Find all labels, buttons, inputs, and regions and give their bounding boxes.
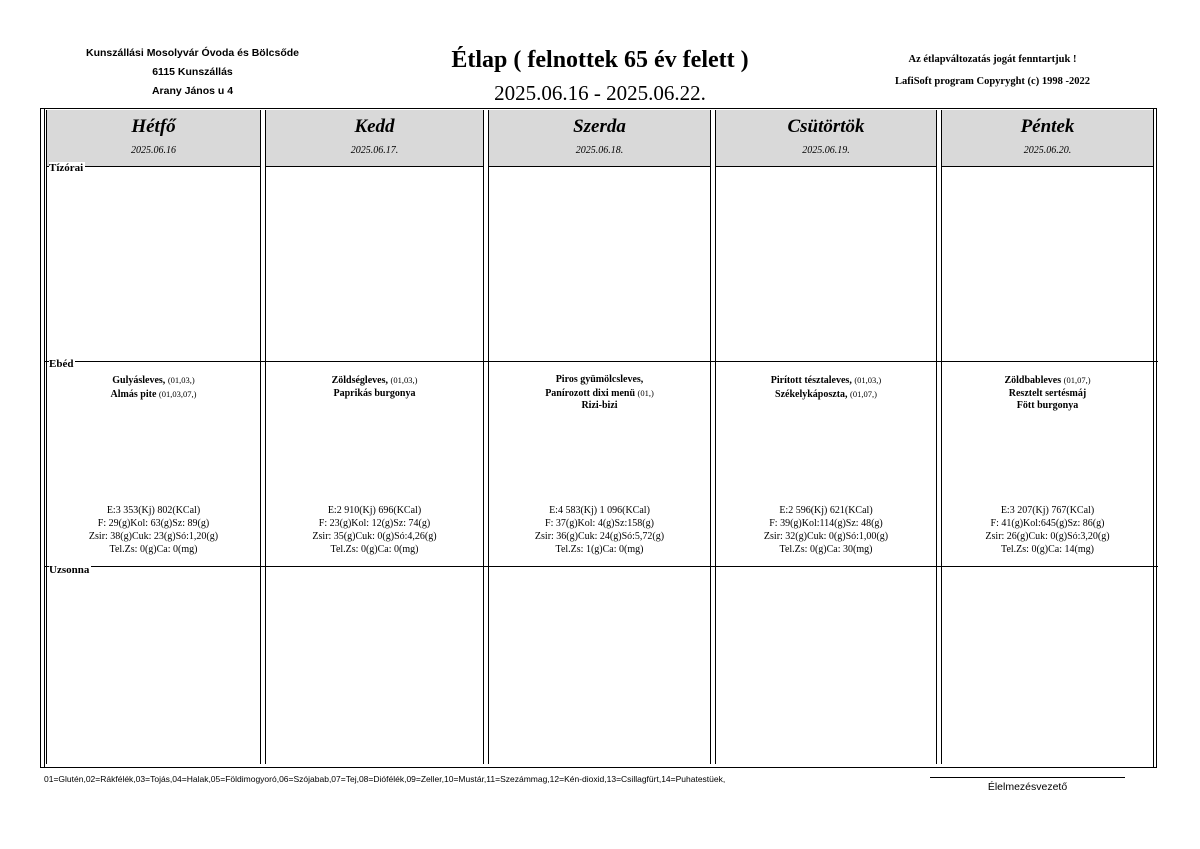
dish-name: Zöldségleves, bbox=[331, 375, 388, 386]
dish-allergens: (01,) bbox=[637, 387, 654, 398]
grid-top-line bbox=[40, 108, 1157, 109]
lunch-menu bbox=[47, 374, 260, 401]
dish-allergens: (01,07,) bbox=[1063, 375, 1091, 385]
nutrition-line: Zsir: 26(g)Cuk: 0(g)Só:3,20(g) bbox=[985, 531, 1110, 542]
dish-name: Paprikás burgonya bbox=[333, 387, 416, 399]
allergen-legend: 01=Glutén,02=Rákfélék,03=Tojás,04=Halak,05=Földimogyoró,06=Szójabab,07=Tej,08=Diófélék,09=Zeller,10=Mustár,11=Szezámmag,12=Kén-dioxid,13=Csillagfürt,14=Puhatestüek, bbox=[44, 774, 726, 784]
grid-bottom-line bbox=[40, 767, 1157, 768]
day-date: 2025.06.17. bbox=[350, 145, 399, 156]
day-header bbox=[716, 110, 936, 167]
nutrition-line: E:4 583(Kj) 1 096(KCal) bbox=[549, 505, 650, 516]
page-title: Étlap ( felnottek 65 év felett ) bbox=[451, 47, 749, 73]
nutrition-info bbox=[489, 504, 710, 556]
day-column bbox=[715, 110, 937, 764]
day-date: 2025.06.20. bbox=[1023, 145, 1072, 156]
lunch-dish bbox=[942, 388, 1153, 401]
nutrition-line: Zsir: 32(g)Cuk: 0(g)Só:1,00(g) bbox=[763, 531, 889, 542]
menu-grid bbox=[40, 108, 1158, 768]
day-column bbox=[941, 110, 1154, 764]
nutrition-line: F: 37(g)Kol: 4(g)Sz:158(g) bbox=[545, 518, 654, 529]
lunch-dish bbox=[489, 374, 710, 387]
dish-allergens: (01,03,) bbox=[390, 375, 418, 385]
lunch-dish bbox=[716, 388, 936, 402]
meal-label-lunch: Ebéd bbox=[49, 358, 74, 370]
day-header bbox=[489, 110, 710, 167]
lunch-dish bbox=[47, 388, 260, 402]
lunch-dish bbox=[489, 400, 710, 413]
grid-border bbox=[40, 108, 41, 768]
day-column bbox=[488, 110, 711, 764]
day-name: Csütörtök bbox=[787, 116, 865, 137]
lunch-dish bbox=[716, 374, 936, 388]
change-notice: Az étlapváltozatás jogát fenntartjuk ! bbox=[908, 54, 1077, 65]
nutrition-info bbox=[942, 504, 1153, 556]
lunch-menu bbox=[716, 374, 936, 401]
institution-block bbox=[60, 44, 325, 101]
dish-name: Zöldbableves bbox=[1004, 375, 1062, 386]
lunch-dish bbox=[489, 387, 710, 401]
day-header bbox=[942, 110, 1153, 167]
dish-name: Piros gyümölcsleves, bbox=[555, 374, 644, 385]
day-header bbox=[266, 110, 483, 167]
signature-label: Élelmezésvezető bbox=[987, 781, 1068, 793]
dish-name: Fött burgonya bbox=[1016, 400, 1079, 411]
day-name: Hétfő bbox=[131, 116, 176, 137]
day-column bbox=[265, 110, 484, 764]
dish-name: Rizi-bizi bbox=[581, 400, 618, 411]
nutrition-line: E:2 910(Kj) 696(KCal) bbox=[327, 505, 422, 516]
day-name: Szerda bbox=[573, 116, 626, 137]
day-date: 2025.06.18. bbox=[575, 145, 624, 156]
title-block bbox=[400, 44, 800, 108]
nutrition-line: F: 41(g)Kol:645(g)Sz: 86(g) bbox=[990, 518, 1105, 529]
lunch-menu bbox=[489, 374, 710, 413]
nutrition-info bbox=[47, 504, 260, 556]
lunch-menu bbox=[942, 374, 1153, 413]
dish-name: Panírozott dixi menü bbox=[545, 387, 636, 399]
dish-name: Almás pite bbox=[110, 388, 157, 400]
institution-name: Kunszállási Mosolyvár Óvoda és Bölcsőde bbox=[86, 47, 299, 59]
day-name: Péntek bbox=[1020, 116, 1075, 137]
lunch-dish bbox=[47, 374, 260, 388]
dish-allergens: (01,03,) bbox=[167, 375, 195, 385]
date-range: 2025.06.16 - 2025.06.22. bbox=[494, 81, 706, 105]
grid-border bbox=[1156, 108, 1157, 768]
nutrition-line: F: 39(g)Kol:114(g)Sz: 48(g) bbox=[769, 518, 883, 529]
lunch-dish bbox=[942, 374, 1153, 388]
institution-street: Arany János u 4 bbox=[151, 85, 234, 97]
institution-address: 6115 Kunszállás bbox=[152, 66, 233, 78]
day-date: 2025.06.19. bbox=[802, 145, 850, 156]
dish-allergens: (01,03,07,) bbox=[158, 388, 197, 399]
nutrition-info bbox=[266, 504, 483, 556]
dish-allergens: (01,03,) bbox=[854, 375, 882, 385]
lunch-menu bbox=[266, 374, 483, 400]
day-column bbox=[46, 110, 261, 764]
lunch-dish bbox=[266, 374, 483, 388]
nutrition-line: E:3 353(Kj) 802(KCal) bbox=[106, 505, 201, 516]
meal-label-afternoon: Uzsonna bbox=[49, 564, 90, 576]
nutrition-line: F: 29(g)Kol: 63(g)Sz: 89(g) bbox=[97, 518, 210, 529]
signature-line bbox=[930, 777, 1125, 778]
nutrition-line: Tel.Zs: 0(g)Ca: 30(mg) bbox=[779, 544, 873, 555]
meal-label-morning: Tízórai bbox=[49, 162, 84, 174]
dish-name: Gulyásleves, bbox=[112, 375, 166, 386]
day-header bbox=[47, 110, 260, 167]
notice-block bbox=[860, 49, 1125, 93]
nutrition-line: F: 23(g)Kol: 12(g)Sz: 74(g) bbox=[318, 518, 431, 529]
nutrition-info bbox=[716, 504, 936, 556]
day-date: 2025.06.16 bbox=[131, 145, 176, 156]
grid-border bbox=[44, 108, 45, 768]
dish-name: Pirított tésztaleves, bbox=[770, 375, 852, 386]
lunch-dish bbox=[266, 388, 483, 401]
dish-allergens: (01,07,) bbox=[850, 388, 877, 399]
nutrition-line: Zsir: 38(g)Cuk: 23(g)Só:1,20(g) bbox=[88, 531, 219, 542]
nutrition-line: E:2 596(Kj) 621(KCal) bbox=[779, 505, 873, 516]
nutrition-line: E:3 207(Kj) 767(KCal) bbox=[1000, 505, 1095, 516]
nutrition-line: Tel.Zs: 0(g)Ca: 0(mg) bbox=[109, 544, 198, 555]
day-name: Kedd bbox=[354, 116, 395, 137]
dish-name: Resztelt sertésmáj bbox=[1008, 387, 1087, 399]
nutrition-line: Tel.Zs: 0(g)Ca: 14(mg) bbox=[1001, 544, 1094, 555]
nutrition-line: Tel.Zs: 0(g)Ca: 0(mg) bbox=[330, 544, 419, 555]
copyright-text: LafiSoft program Copyryght (c) 1998 -2022 bbox=[895, 76, 1090, 87]
nutrition-line: Zsir: 35(g)Cuk: 0(g)Só:4,26(g) bbox=[312, 531, 437, 542]
nutrition-line: Tel.Zs: 1(g)Ca: 0(mg) bbox=[555, 544, 644, 555]
nutrition-line: Zsir: 36(g)Cuk: 24(g)Só:5,72(g) bbox=[534, 531, 665, 542]
dish-name: Székelykáposzta, bbox=[775, 388, 848, 400]
lunch-dish bbox=[942, 400, 1153, 413]
